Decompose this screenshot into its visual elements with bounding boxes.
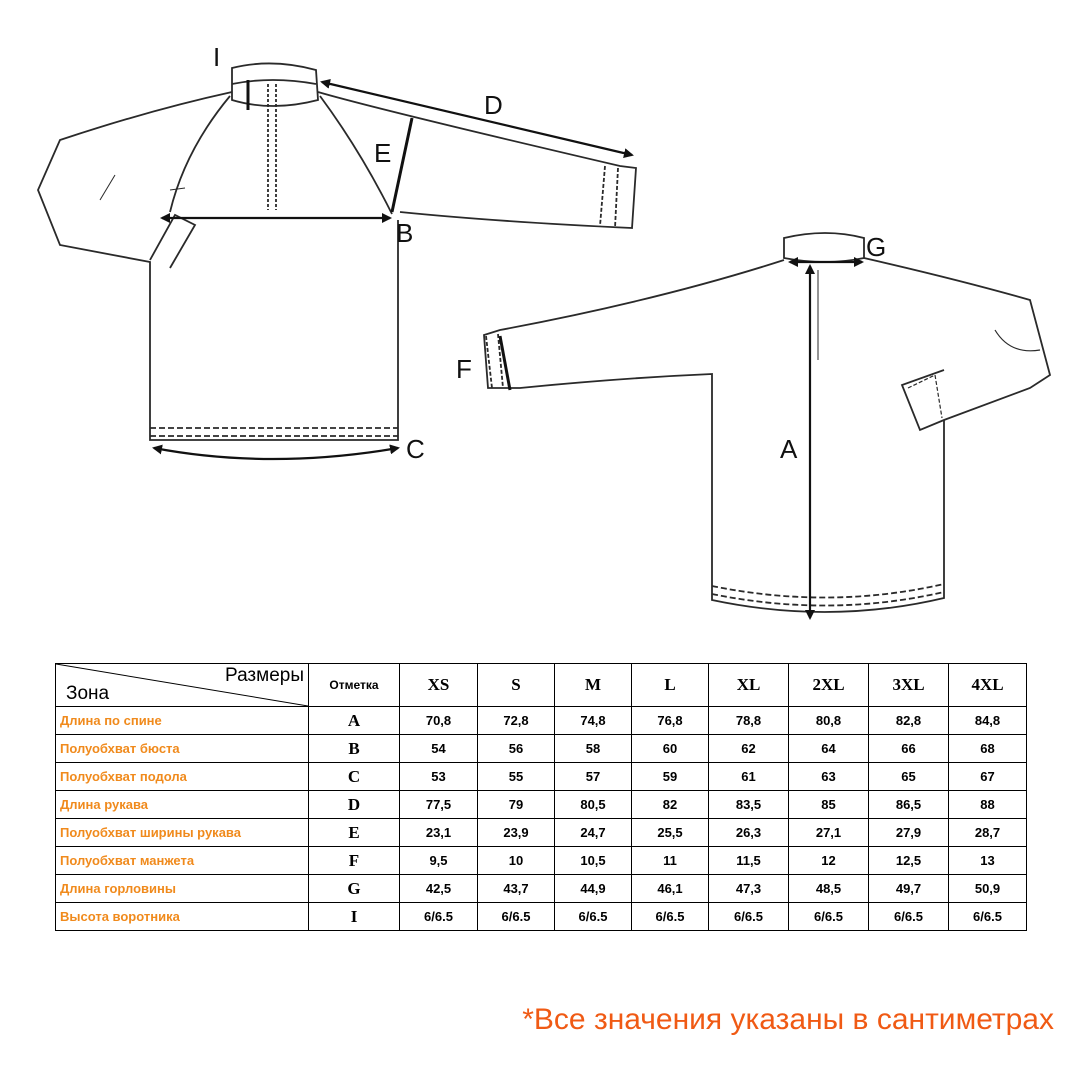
label-c: C: [406, 434, 425, 464]
value-cell: 11: [632, 847, 709, 875]
label-a: A: [780, 434, 798, 464]
mark-header: Отметка: [309, 664, 400, 707]
value-cell: 10: [478, 847, 555, 875]
zone-name-cell: Длина рукава: [56, 791, 309, 819]
value-cell: 82,8: [869, 707, 949, 735]
value-cell: 53: [400, 763, 478, 791]
value-cell: 60: [632, 735, 709, 763]
value-cell: 6/6.5: [789, 903, 869, 931]
mark-cell: C: [309, 763, 400, 791]
size-header: S: [478, 664, 555, 707]
value-cell: 80,5: [555, 791, 632, 819]
value-cell: 10,5: [555, 847, 632, 875]
corner-zone-label: Зона: [66, 683, 110, 704]
value-cell: 43,7: [478, 875, 555, 903]
value-cell: 65: [869, 763, 949, 791]
size-header: M: [555, 664, 632, 707]
value-cell: 6/6.5: [555, 903, 632, 931]
value-cell: 76,8: [632, 707, 709, 735]
value-cell: 84,8: [949, 707, 1027, 735]
value-cell: 79: [478, 791, 555, 819]
table-row: [56, 903, 1027, 931]
label-b: B: [396, 218, 414, 248]
label-e: E: [374, 138, 392, 168]
value-cell: 24,7: [555, 819, 632, 847]
value-cell: 46,1: [632, 875, 709, 903]
value-cell: 28,7: [949, 819, 1027, 847]
label-f: F: [456, 354, 472, 384]
size-header: 4XL: [949, 664, 1027, 707]
mark-cell: B: [309, 735, 400, 763]
value-cell: 6/6.5: [400, 903, 478, 931]
table-row: [56, 875, 1027, 903]
value-cell: 11,5: [709, 847, 789, 875]
value-cell: 13: [949, 847, 1027, 875]
value-cell: 27,9: [869, 819, 949, 847]
label-d: D: [484, 90, 503, 120]
value-cell: 12,5: [869, 847, 949, 875]
table-header-row: [56, 664, 1027, 707]
value-cell: 68: [949, 735, 1027, 763]
value-cell: 49,7: [869, 875, 949, 903]
value-cell: 48,5: [789, 875, 869, 903]
zone-name-cell: Полуобхват подола: [56, 763, 309, 791]
mark-cell: E: [309, 819, 400, 847]
value-cell: 59: [632, 763, 709, 791]
zone-size-corner-cell: [56, 664, 309, 707]
size-header: XL: [709, 664, 789, 707]
mark-cell: G: [309, 875, 400, 903]
table-row: [56, 763, 1027, 791]
value-cell: 85: [789, 791, 869, 819]
value-cell: 26,3: [709, 819, 789, 847]
value-cell: 23,1: [400, 819, 478, 847]
arrow-c: [154, 448, 398, 459]
zone-name-cell: Длина горловины: [56, 875, 309, 903]
value-cell: 47,3: [709, 875, 789, 903]
zone-name-cell: Полуобхват манжета: [56, 847, 309, 875]
zone-name-cell: Полуобхват ширины рукава: [56, 819, 309, 847]
value-cell: 83,5: [709, 791, 789, 819]
front-jacket-drawing: [38, 63, 636, 440]
value-cell: 86,5: [869, 791, 949, 819]
value-cell: 67: [949, 763, 1027, 791]
zone-name-cell: Высота воротника: [56, 903, 309, 931]
value-cell: 82: [632, 791, 709, 819]
value-cell: 64: [789, 735, 869, 763]
mark-cell: D: [309, 791, 400, 819]
arrow-d: [322, 82, 632, 155]
value-cell: 25,5: [632, 819, 709, 847]
table-row: [56, 847, 1027, 875]
value-cell: 74,8: [555, 707, 632, 735]
mark-cell: F: [309, 847, 400, 875]
size-header: L: [632, 664, 709, 707]
value-cell: 78,8: [709, 707, 789, 735]
value-cell: 6/6.5: [709, 903, 789, 931]
value-cell: 42,5: [400, 875, 478, 903]
arrow-e: [392, 118, 412, 212]
value-cell: 55: [478, 763, 555, 791]
value-cell: 80,8: [789, 707, 869, 735]
value-cell: 70,8: [400, 707, 478, 735]
value-cell: 72,8: [478, 707, 555, 735]
value-cell: 9,5: [400, 847, 478, 875]
value-cell: 61: [709, 763, 789, 791]
value-cell: 66: [869, 735, 949, 763]
value-cell: 6/6.5: [869, 903, 949, 931]
value-cell: 50,9: [949, 875, 1027, 903]
value-cell: 77,5: [400, 791, 478, 819]
value-cell: 54: [400, 735, 478, 763]
table-row: [56, 791, 1027, 819]
size-header: XS: [400, 664, 478, 707]
value-cell: 12: [789, 847, 869, 875]
table-row: [56, 735, 1027, 763]
value-cell: 63: [789, 763, 869, 791]
mark-cell: I: [309, 903, 400, 931]
corner-sizes-label: Размеры: [225, 665, 304, 686]
arrow-f: [500, 336, 510, 390]
size-header: 2XL: [789, 664, 869, 707]
value-cell: 27,1: [789, 819, 869, 847]
value-cell: 56: [478, 735, 555, 763]
value-cell: 6/6.5: [632, 903, 709, 931]
value-cell: 62: [709, 735, 789, 763]
table-row: [56, 707, 1027, 735]
value-cell: 23,9: [478, 819, 555, 847]
value-cell: 57: [555, 763, 632, 791]
table-row: [56, 819, 1027, 847]
value-cell: 44,9: [555, 875, 632, 903]
value-cell: 58: [555, 735, 632, 763]
mark-cell: A: [309, 707, 400, 735]
size-chart-table: [55, 663, 1027, 931]
zone-name-cell: Длина по спине: [56, 707, 309, 735]
zone-name-cell: Полуобхват бюста: [56, 735, 309, 763]
units-note: *Все значения указаны в сантиметрах: [522, 1003, 1054, 1036]
value-cell: 6/6.5: [949, 903, 1027, 931]
label-i: I: [213, 42, 221, 72]
value-cell: 6/6.5: [478, 903, 555, 931]
measurement-arrows: [154, 80, 862, 618]
back-jacket-drawing: [484, 233, 1050, 612]
label-g: G: [866, 232, 887, 262]
size-header: 3XL: [869, 664, 949, 707]
value-cell: 88: [949, 791, 1027, 819]
